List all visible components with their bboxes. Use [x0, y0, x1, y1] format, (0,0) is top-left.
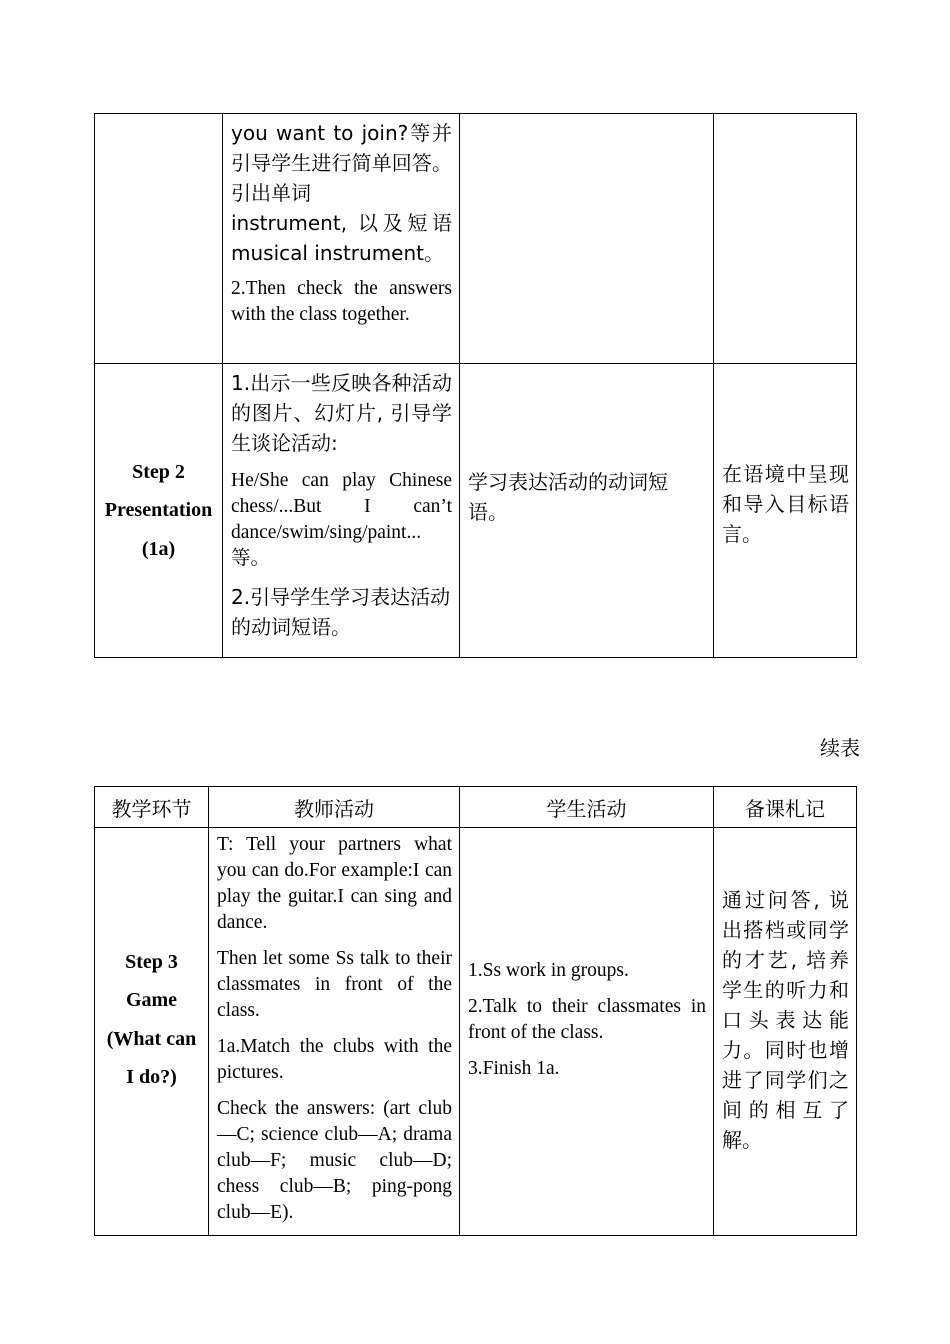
notes-text: 在语境中呈现和导入目标语言。	[722, 461, 849, 546]
student-activity-cell	[460, 364, 714, 658]
student-activity-cell	[460, 114, 714, 364]
teacher-text: 1a.Match the clubs with the pictures.	[217, 1036, 452, 1083]
table-row	[95, 114, 857, 364]
step-cell	[95, 364, 223, 658]
teacher-text: He/She can play Chinese chess/...But I can’t dance/swim/sing/paint...等。	[231, 470, 452, 569]
step-name: Game	[125, 989, 178, 1011]
teacher-text: you want to join?等并引导学生进行简单回答。引出单词	[231, 121, 452, 205]
continued-label: 续表	[820, 736, 860, 760]
student-text: 学习表达活动的动词短语。	[468, 469, 668, 524]
teacher-text: 2.引导学生学习表达活动的动词短语。	[231, 585, 451, 639]
lesson-table-bottom	[94, 786, 857, 1236]
notes-text: 通过问答, 说出搭档或同学的才艺, 培养学生的听力和口头表达能力。同时也增进了同学们之间的相互了解。	[722, 887, 849, 1152]
table-row	[95, 364, 857, 658]
teacher-text: 1.出示一些反映各种活动的图片、幻灯片, 引导学生谈论活动:	[231, 371, 452, 455]
teacher-text: Check the answers: (art club—C; science club—A; drama club—F; music club—D; chess club—B; ping-pong club—E).	[217, 1098, 452, 1223]
teacher-activity-cell	[223, 364, 460, 658]
notes-cell	[714, 828, 857, 1236]
notes-cell	[714, 114, 857, 364]
student-text: 3.Finish 1a.	[468, 1057, 560, 1079]
header-notes: 备课札记	[714, 787, 857, 828]
student-text: 1.Ss work in groups.	[468, 959, 629, 981]
step-title: Step 2	[132, 460, 185, 483]
teacher-text: T: Tell your partners what you can do.For example:I can play the guitar.I can sing and dance.	[217, 834, 452, 933]
teacher-activity-cell	[209, 828, 460, 1236]
table-row	[95, 828, 857, 1236]
lesson-table-top	[94, 113, 857, 658]
teacher-text: Then let some Ss talk to their classmates in front of the class.	[217, 948, 452, 1021]
header-step: 教学环节	[95, 787, 209, 828]
step-name: Presentation	[104, 499, 213, 522]
step-sub: I do?)	[126, 1066, 177, 1088]
notes-cell	[714, 364, 857, 658]
header-student-activity: 学生活动	[460, 787, 714, 828]
step-sub: (What can	[106, 1027, 197, 1050]
table-header-row	[95, 787, 857, 828]
student-activity-cell	[460, 828, 714, 1236]
header-teacher-activity: 教师活动	[209, 787, 460, 828]
teacher-text: instrument, 以及短语	[231, 211, 452, 235]
teacher-text: musical instrument。	[231, 241, 444, 265]
teacher-activity-cell	[223, 114, 460, 364]
step-cell	[95, 114, 223, 364]
step-sub: (1a)	[141, 537, 176, 560]
student-text: 2.Talk to their classmates in front of the class.	[468, 995, 706, 1043]
teacher-text: 2.Then check the answers with the class together.	[231, 278, 452, 325]
step-cell	[95, 828, 209, 1236]
step-title: Step 3	[125, 950, 178, 973]
